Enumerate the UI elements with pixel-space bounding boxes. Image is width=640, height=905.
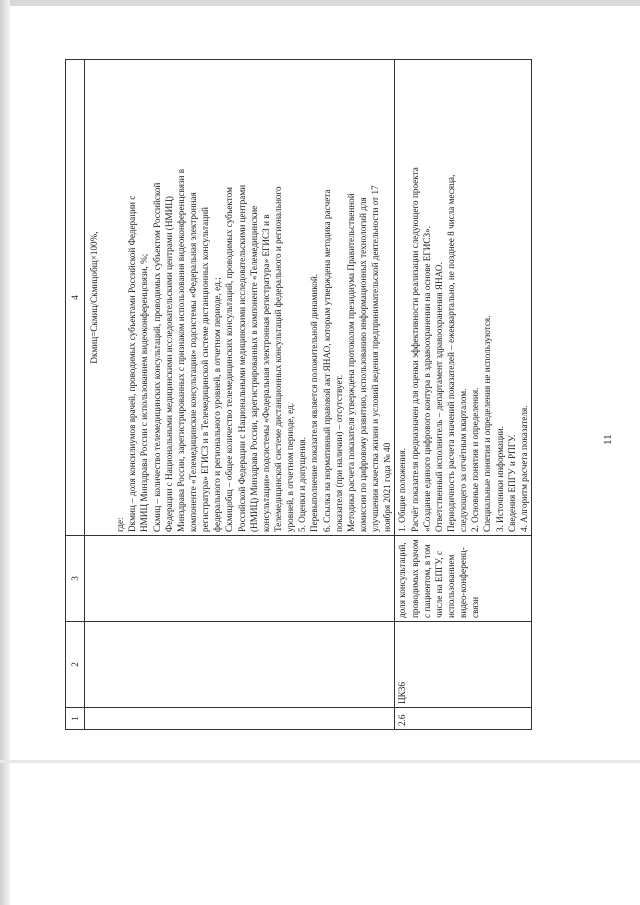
table-header-row [66, 60, 85, 730]
text-line: Минздрава России, зарегистрированных с признаком использования видеоконференцсвязи в [175, 168, 186, 532]
text-line: НМИЦ Минздрава России с использованием видеоконференцсвязи, %; [139, 253, 150, 532]
text-line: Скмицобщ – общее количество телемедицинских консультаций, проводимых субъектом [224, 187, 235, 532]
text-line: следующего за отчётным кварталом. [458, 388, 469, 532]
methodology-text [114, 63, 393, 532]
indicator-code: ЦК36 [395, 622, 532, 708]
rotated-document-table [65, 60, 600, 730]
text-line: Расчёт показателя предназначен для оценки эффективности реализации следующего проекта [409, 167, 420, 532]
text-line: Перевыполнение показателя является положительной динамикой. [309, 273, 320, 532]
text-line: Федерации с Национальными медицинскими исследовательскими центрами (НМИЦ) [163, 196, 174, 532]
indicator-table [65, 59, 532, 730]
text-line: Периодичность расчета значений показателей – ежеквартально, не позднее 8 числа месяца, [445, 174, 456, 532]
text-line: где: [115, 517, 126, 532]
text-line: 4. Алгоритм расчета показателя. [518, 405, 529, 532]
text-line: показателя (при наличии) – отсутствует. [333, 374, 344, 532]
text-line: Dкмиц – доля консилиумов врачей, проводимых субъектами Российской Федерации с [127, 195, 138, 532]
header-col-3: 3 [66, 536, 85, 622]
text-line: 5. Оценки и допущения. [297, 437, 308, 532]
text-line: уровней, в отчетном периоде, ед. [285, 402, 296, 532]
text-line: 6. Ссылка на нормативный правовой акт ЯНАО, которым утверждена методика расчета [321, 189, 332, 532]
text-line: улучшения качества жизни и условий ведения предпринимательской деятельности от 17 [370, 185, 381, 532]
page-number: 11 [602, 434, 614, 445]
header-col-1: 1 [66, 708, 85, 730]
table-row-2-6 [395, 60, 532, 730]
scan-edge-bottom [0, 760, 640, 763]
methodology-text-2-6 [396, 63, 530, 532]
text-line: Ответственный исполнитель – департамент здравоохранения ЯНАО. [433, 262, 444, 532]
text-line: комиссии по цифровому развитию, использованию информационных технологий для [357, 197, 368, 532]
table-row-continuation [85, 60, 395, 730]
text-line: Специальные понятия и определения не используются. [482, 315, 493, 532]
row-number: 2.6 [395, 708, 532, 730]
text-line: консультации» подсистемы «Федеральная электронная регистратура» ЕГИСЗ и в [260, 214, 271, 532]
formula: Dкмиц=Скмиц/Скмицобщ×100%, [89, 231, 99, 364]
text-line: (НМИЦ) Минздрава России, зарегистрированных в компоненте «Телемедицинские [248, 205, 259, 532]
text-line: Сведения ЕПГУ и РПГУ. [506, 434, 517, 532]
text-line: федерального и регионального уровней, в отчетном периоде, ед.; [212, 277, 223, 532]
methodology-cell-2-6 [395, 60, 532, 536]
text-line: 3. Источники информации. [494, 426, 505, 532]
text-line: Телемедицинской системе дистанционных консультаций федерального и регионального [272, 186, 283, 532]
indicator-name: доля консультаций, проводимых врачом с пациентом, в том числе на ЕПГУ, с использованием видео-конференц-связи [395, 536, 532, 622]
text-line: «Создание единого цифрового контура в здравоохранении на основе ЕГИСЗ». [421, 226, 432, 532]
scan-edge-left [0, 0, 10, 905]
methodology-cell-continued [85, 60, 395, 536]
text-line: Методика расчета показателя утверждена протоколом президиума Правительственной [345, 193, 356, 532]
text-line: компоненте «Телемедицинские консультации» подсистемы «Федеральная электронная [187, 192, 198, 532]
text-line: 1. Общие положения. [397, 448, 408, 532]
text-line: Скмиц – количество телемедицинских консультаций, проводимых субъектом Российской [151, 182, 162, 532]
text-line: 2. Основные понятия и определения. [470, 387, 481, 532]
text-line: ноября 2021 года № 40 [382, 442, 393, 532]
header-col-4: 4 [66, 60, 85, 536]
header-col-2: 2 [66, 622, 85, 708]
scan-edge-top [0, 0, 640, 6]
text-line: Российской Федерации с Национальными медицинскими исследовательскими центрами [236, 184, 247, 532]
text-line: регистратура» ЕГИСЗ и в Телемедицинской системе дистанционных консультаций [200, 207, 211, 532]
